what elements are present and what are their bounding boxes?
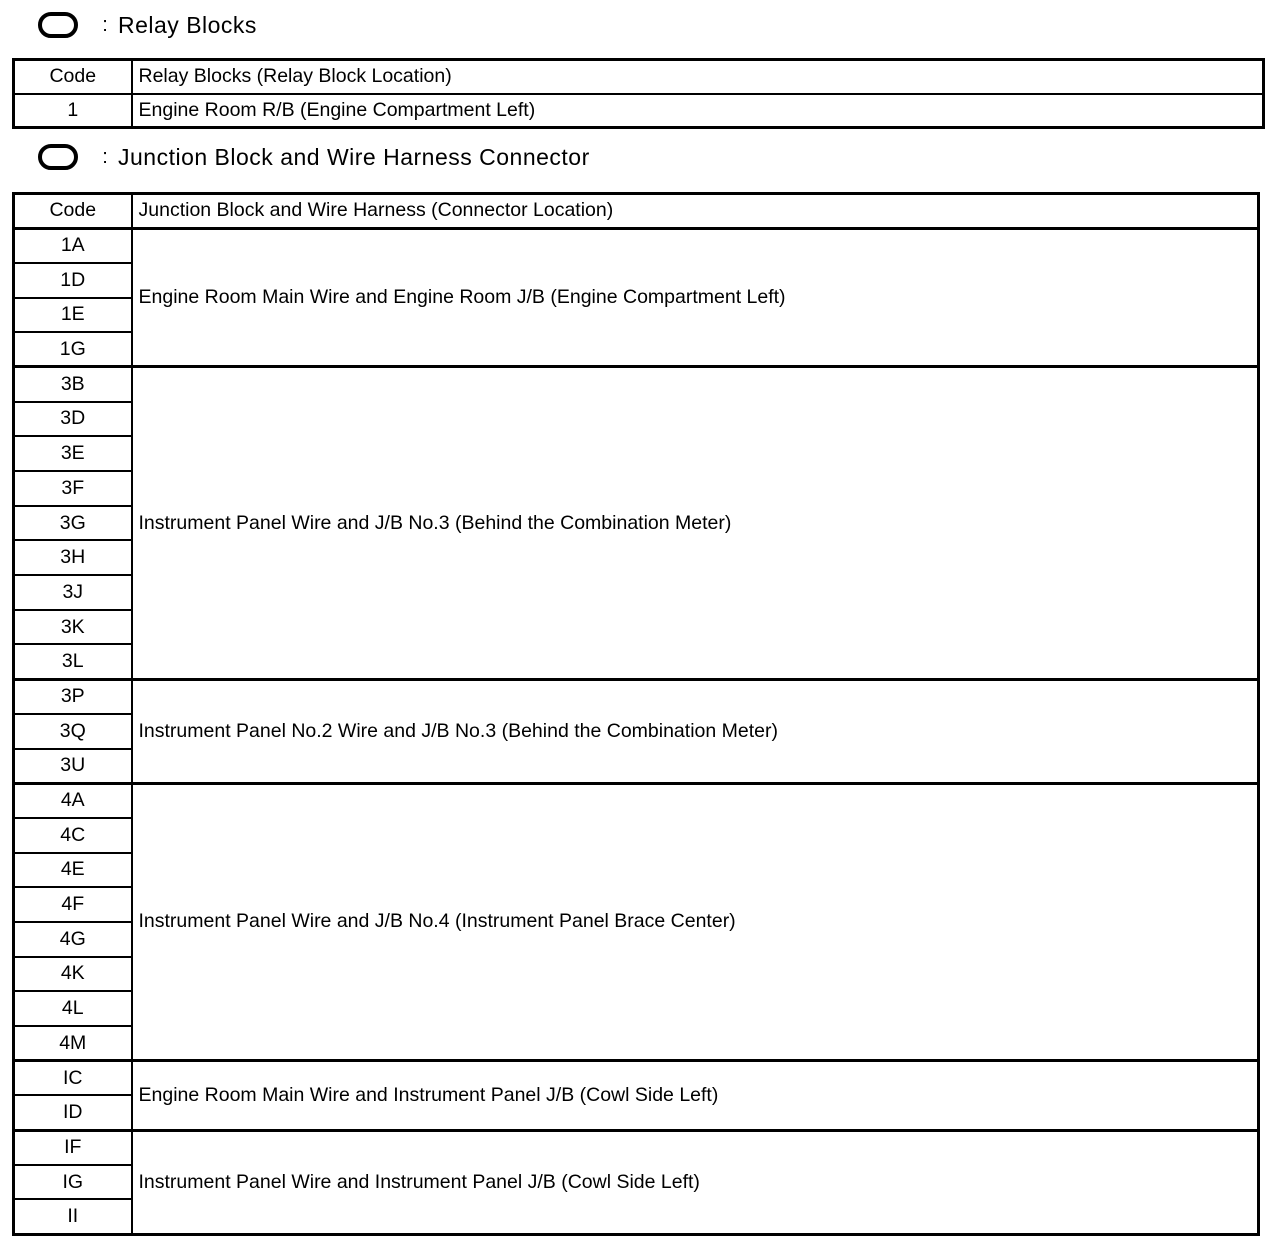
code-cell: 4L — [14, 991, 132, 1026]
junction-block-table — [12, 192, 1260, 1236]
table-row — [14, 94, 1264, 128]
code-cell: 3D — [14, 402, 132, 437]
code-cell: 4M — [14, 1026, 132, 1061]
location-cell: Instrument Panel Wire and J/B No.3 (Behind the Combination Meter) — [132, 367, 1259, 679]
code-cell: 3L — [14, 644, 132, 679]
code-cell: 4E — [14, 853, 132, 888]
code-cell: 4C — [14, 818, 132, 853]
junction-block-legend — [38, 140, 590, 174]
code-cell: 3P — [14, 679, 132, 714]
code-cell: 3G — [14, 506, 132, 541]
location-header: Relay Blocks (Relay Block Location) — [132, 60, 1264, 94]
code-header: Code — [14, 194, 132, 229]
location-header: Junction Block and Wire Harness (Connector Location) — [132, 194, 1259, 229]
code-cell: 3H — [14, 540, 132, 575]
location-cell: Instrument Panel Wire and J/B No.4 (Instrument Panel Brace Center) — [132, 783, 1259, 1061]
code-cell: 4A — [14, 783, 132, 818]
relay-blocks-legend — [38, 8, 257, 42]
code-cell: II — [14, 1199, 132, 1234]
rounded-rectangle-icon — [38, 144, 78, 170]
location-cell: Engine Room R/B (Engine Compartment Left) — [132, 94, 1264, 128]
table-row — [14, 783, 1259, 818]
code-cell: IC — [14, 1061, 132, 1096]
code-cell: ID — [14, 1095, 132, 1130]
code-cell: 3Q — [14, 714, 132, 749]
relay-blocks-title: Relay Blocks — [118, 11, 257, 38]
table-header-row — [14, 194, 1259, 229]
code-header: Code — [14, 60, 132, 94]
code-cell: 3B — [14, 367, 132, 402]
table-row — [14, 1130, 1259, 1165]
table-row — [14, 367, 1259, 402]
code-cell: 3J — [14, 575, 132, 610]
location-cell: Engine Room Main Wire and Engine Room J/B (Engine Compartment Left) — [132, 228, 1259, 367]
code-cell: 3K — [14, 610, 132, 645]
rounded-rectangle-icon — [38, 12, 78, 38]
code-cell: 1 — [14, 94, 132, 128]
code-cell: 1A — [14, 228, 132, 263]
code-cell: 3U — [14, 749, 132, 784]
code-cell: 1D — [14, 263, 132, 298]
code-cell: 4F — [14, 887, 132, 922]
table-row — [14, 1061, 1259, 1096]
code-cell: 1G — [14, 332, 132, 367]
code-cell: 4K — [14, 957, 132, 992]
location-cell: Instrument Panel Wire and Instrument Panel J/B (Cowl Side Left) — [132, 1130, 1259, 1234]
legend-colon: : — [102, 13, 108, 36]
junction-block-title: Junction Block and Wire Harness Connector — [118, 143, 590, 170]
legend-colon: : — [102, 145, 108, 168]
location-cell: Engine Room Main Wire and Instrument Panel J/B (Cowl Side Left) — [132, 1061, 1259, 1130]
code-cell: IF — [14, 1130, 132, 1165]
code-cell: 3F — [14, 471, 132, 506]
code-cell: 3E — [14, 436, 132, 471]
relay-blocks-table — [12, 58, 1265, 129]
code-cell: 4G — [14, 922, 132, 957]
table-row — [14, 679, 1259, 714]
code-cell: IG — [14, 1165, 132, 1200]
location-cell: Instrument Panel No.2 Wire and J/B No.3 (Behind the Combination Meter) — [132, 679, 1259, 783]
table-header-row — [14, 60, 1264, 94]
code-cell: 1E — [14, 298, 132, 333]
table-row — [14, 228, 1259, 263]
